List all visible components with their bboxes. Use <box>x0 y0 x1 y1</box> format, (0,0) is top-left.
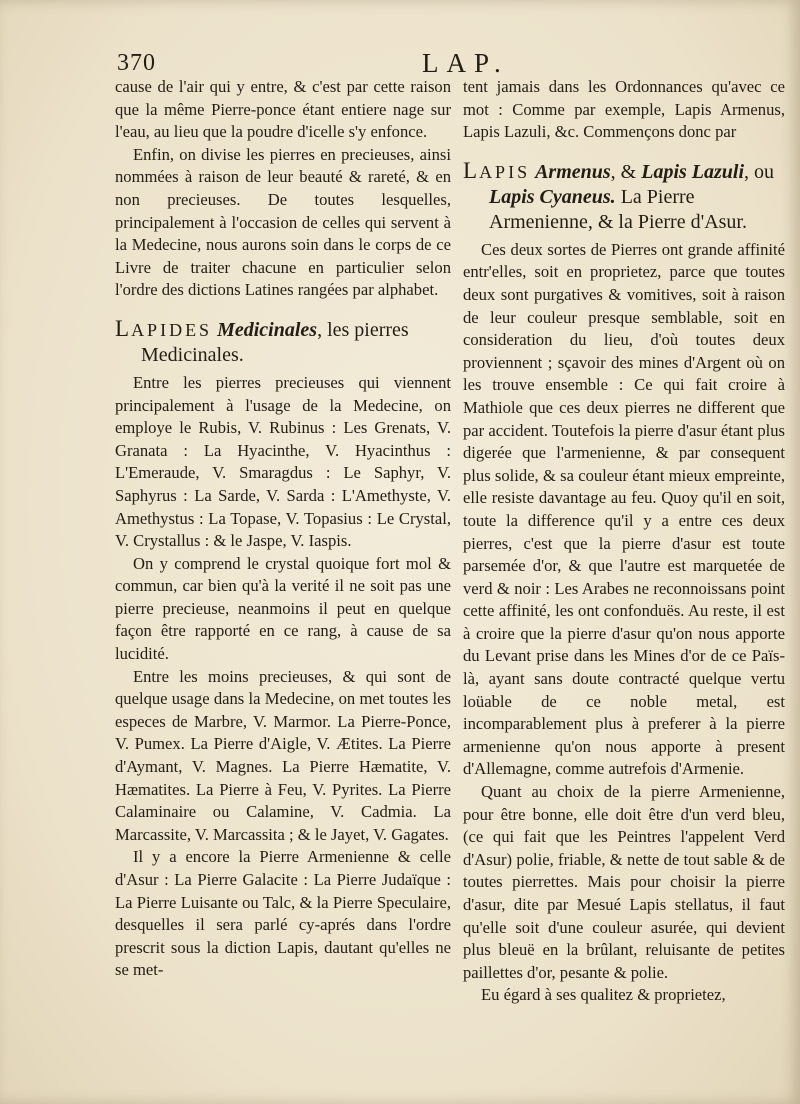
paragraph: Eu égard à ses qualitez & proprietez, <box>481 985 726 1005</box>
paragraph: Enfin, on divise les pierres en precieuses, ainsi nommées à raison de leur beauté & rareté, & en non precieuses. De toutes lesquelles, principalement à l'occasion de celles qui servent à la Medecine, nous aurons soin dans le corps de ce Livre de traiter chacune en particulier selon l'ordre des dictions Latines rangées par alphabet. <box>115 144 451 300</box>
paragraph: Entre les pierres precieuses qui viennent principalement à l'usage de la Medecine, on employe le Rubis, V. Rubinus : Les Grenats, V. Granata : La Hyacinthe, V. Hyacinthus : L'Emeraude, V. Smaragdus : Le Saphyr, V. Saphyrus : La Sarde, V. Sarda : L'Amethyste, V. Amethystus : La Topase, V. Topasius : Le Crystal, V. Crystallus : & le Jaspe, V. Iaspis. <box>115 372 451 551</box>
paragraph: tent jamais dans les Ordonnances qu'avec ce mot : Comme par exemple, Lapis Armenus, Lapis Lazuli, &c. Commençons donc par <box>463 77 785 142</box>
paragraph: Il y a encore la Pierre Armenienne & celle d'Asur : La Pierre Galacite : La Pierre Judaïque : La Pierre Luisante ou Talc, & la Pierre Speculaire, desquelles il sera parlé cy-aprés dans l'ordre prescrit sous la diction Lapis, dautant qu'elles ne se met- <box>115 847 451 980</box>
paragraph: Ces deux sortes de Pierres ont grande affinité entr'elles, soit en proprietez, parce que toutes deux sont purgatives & vomitives, soit à raison de leur couleur presque semblable, soit en consideration du lieu, d'où toutes deux proviennent ; sçavoir des mines d'Argent où on les trouve ensemble : Ce qui fait croire à Mathiole que ces deux pierres ne different que par accident. Toutefois la pierre d'asur étant plus digerée que l'armenienne, & par consequent plus solide, & sa couleur étant mieux empreinte, elle resiste davantage au feu. Quoy qu'il en soit, toute la difference qu'il y a entre ces deux pierres, c'est que la pierre d'asur est toute parsemée d'or, & que l'autre est marquetée de verd & noir : Les Arabes ne reconnoissans point cette affinité, les ont confonduës. Au reste, il est à croire que la pierre d'asur qu'on nous apporte du Levant prise dans les Mines d'or de ce Païs-là, ayant sans doute contracté quelque vertu loüable de ce noble metal, est incomparablement plus à preferer à la pierre armenienne qu'on nous apporte à present d'Allemagne, comme autrefois d'Armenie. <box>463 239 785 779</box>
paragraph: Entre les moins precieuses, & qui sont de quelque usage dans la Medecine, on met toutes les especes de Marbre, V. Marmor. La Pierre-Ponce, V. Pumex. La Pierre d'Aigle, V. Ætites. La Pierre d'Aymant, V. Magnes. La Pierre Hæmatite, V. Hæmatites. La Pierre à Feu, V. Pyrites. La Pierre Calaminaire ou Calamine, V. Cadmia. La Marcassite, V. Marcassita ; & le Jayet, V. Gagates. <box>115 666 451 844</box>
right-column <box>463 76 785 1007</box>
section-heading-lapis-armenus: LAPIS Armenus, & Lapis Lazuli, ou Lapis Cyaneus. La Pierre Armenienne, & la Pierre d'Asur. <box>463 157 775 233</box>
paragraph: On y comprend le crystal quoique fort mol & commun, car bien qu'à la verité il ne soit pas une pierre precieuse, neanmoins il peut en quelque façon être rapporté en ce rang, à cause de sa lucidité. <box>115 553 451 664</box>
paragraph: cause de l'air qui y entre, & c'est par cette raison que la même Pierre-ponce étant entiere nage sur l'eau, au lieu que la poudre d'icelle s'y enfonce. <box>115 77 451 142</box>
paragraph: Quant au choix de la pierre Armenienne, pour être bonne, elle doit être d'un verd bleu, (ce qui fait que les Peintres l'appelent Verd d'Asur) polie, friable, & nette de tout sable & de toutes pierrettes. Mais pour choisir la pierre d'asur, dite par Mesué Lapis stellatus, il faut qu'elle soit d'une couleur asurée, qui devient plus bleuë en la brûlant, reluisante de petites paillettes d'or, pesante & polie. <box>463 782 785 982</box>
page-number: 370 <box>117 50 156 76</box>
running-head: LAP. <box>422 48 509 78</box>
left-column <box>115 76 451 982</box>
section-heading-lapides: LAPIDES Medicinales, les pierres Medicinales. <box>115 315 409 366</box>
